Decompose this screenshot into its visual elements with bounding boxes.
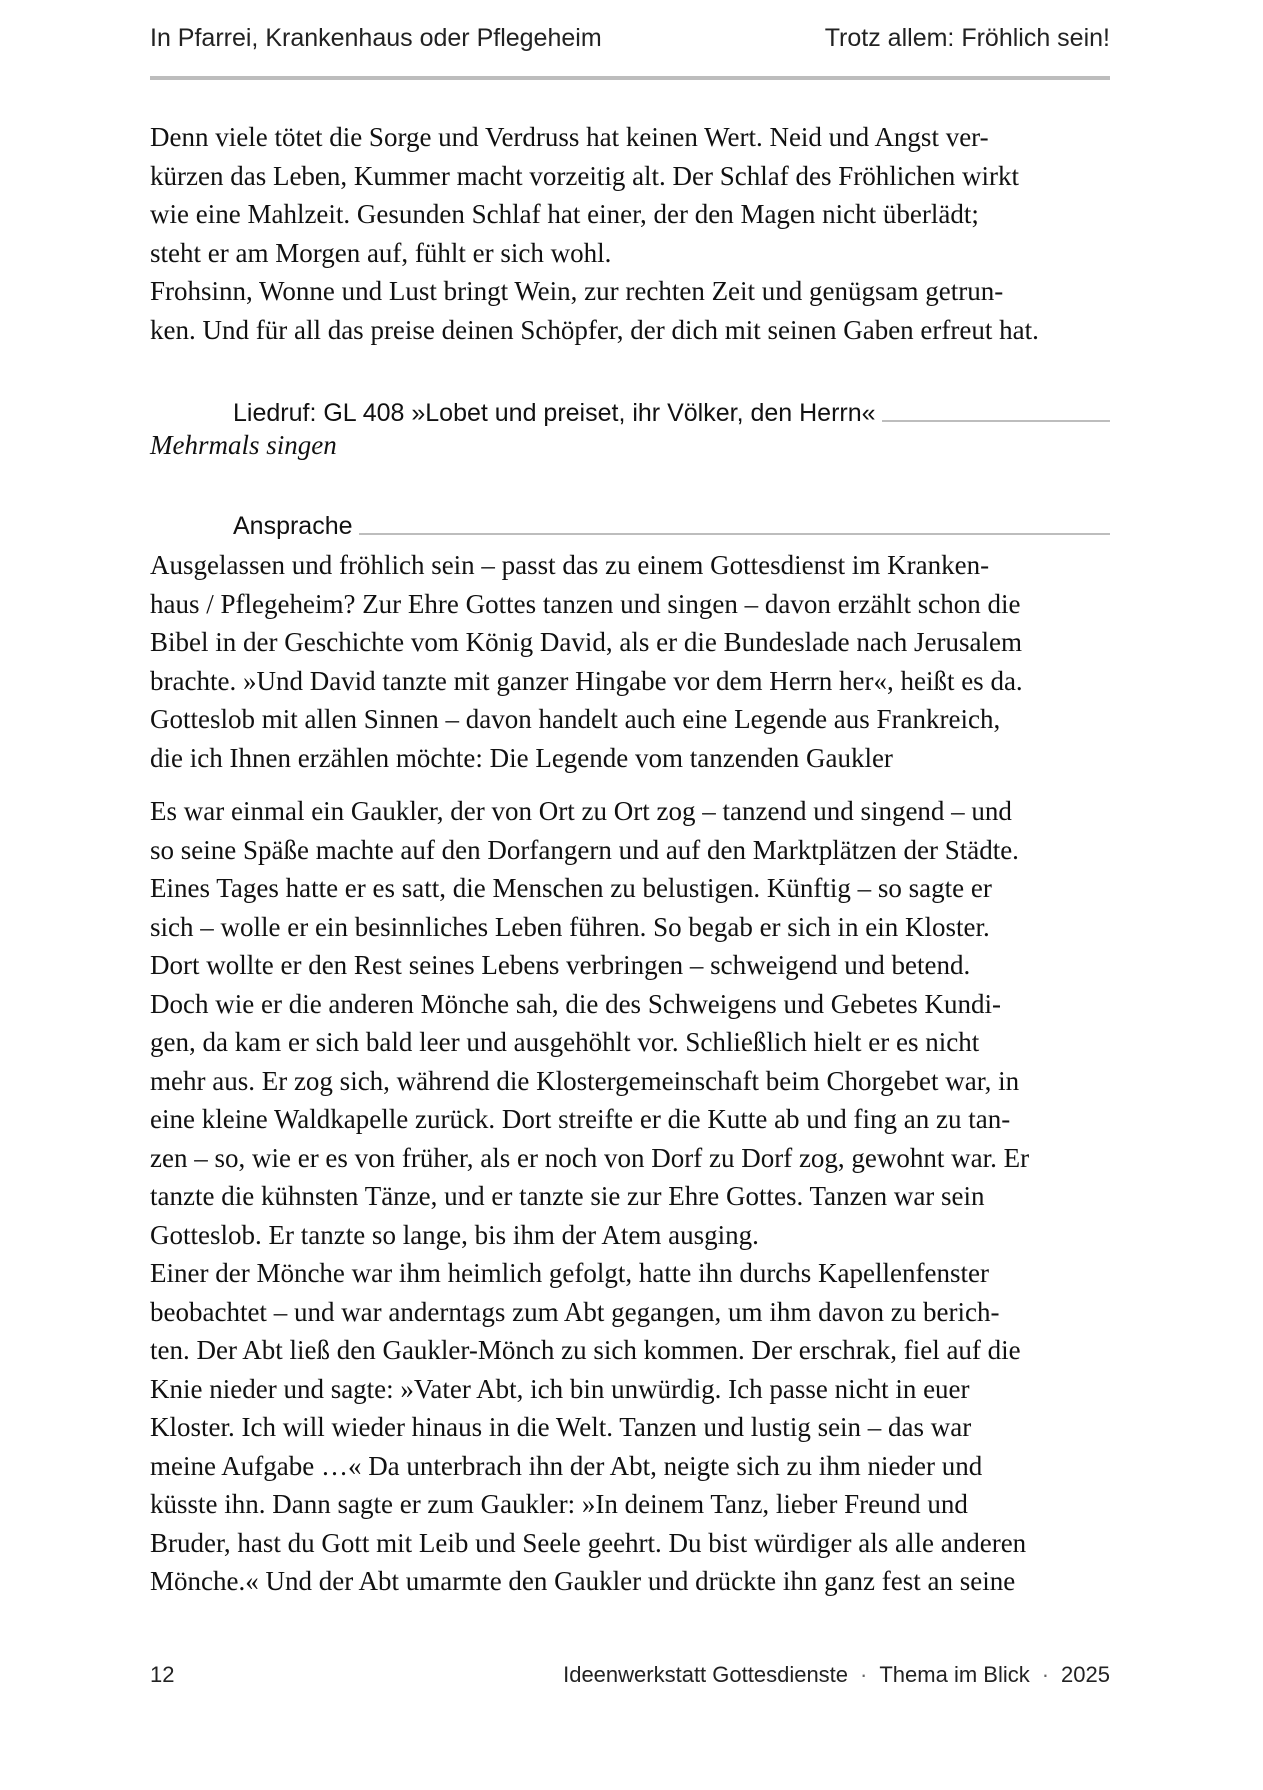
footer-publication: Ideenwerkstatt Gottesdienste <box>563 1662 849 1687</box>
header-chapter-title: Trotz allem: Fröhlich sein! <box>824 24 1110 52</box>
text-line: Doch wie er die anderen Mönche sah, die des Schweigens und Gebetes Kundi- <box>150 988 1001 1019</box>
text-line: Denn viele tötet die Sorge und Verdruss hat keinen Wert. Neid und Angst ver- <box>150 122 989 152</box>
liedruf-heading <box>233 392 1110 428</box>
footer-separator: · <box>860 1662 868 1687</box>
text-line: brachte. »Und David tanzte mit ganzer Hingabe vor dem Herrn her«, heißt es da. <box>150 665 1023 696</box>
ansprache-heading-label: Ansprache <box>233 512 353 540</box>
text-line: Eines Tages hatte er es satt, die Menschen zu belustigen. Künftig – so sagte er <box>150 873 992 903</box>
text-line: tanzte die kühnsten Tänze, und er tanzte sie zur Ehre Gottes. Tanzen war sein <box>150 1181 985 1211</box>
text-line: beobachtet – und war anderntags zum Abt gegangen, um ihm davon zu berich- <box>150 1296 1000 1327</box>
ansprache-heading <box>233 505 1110 541</box>
text-line: Dort wollte er den Rest seines Lebens verbringen – schweigend und betend. <box>150 950 971 980</box>
text-line: kürzen das Leben, Kummer macht vorzeitig alt. Der Schlaf des Fröhlichen wirkt <box>150 160 1019 191</box>
text-line: Mönche.« Und der Abt umarmte den Gaukler und drückte ihn ganz fest an seine <box>150 1566 1016 1596</box>
heading-rule <box>359 533 1110 535</box>
running-footer <box>150 1662 1110 1694</box>
ansprache-paragraph <box>150 546 1115 777</box>
text-line: sich – wolle er ein besinnliches Leben führen. So begab er sich in ein Kloster. <box>150 911 990 942</box>
text-line: ken. Und für all das preise deinen Schöpfer, der dich mit seinen Gaben erfreut hat. <box>150 314 1039 345</box>
header-divider <box>150 76 1110 80</box>
footer-separator: · <box>1041 1662 1050 1687</box>
text-line: Knie nieder und sagte: »Vater Abt, ich bin unwürdig. Ich passe nicht in euer <box>150 1373 970 1404</box>
text-line: haus / Pflegeheim? Zur Ehre Gottes tanzen und singen – davon erzählt schon die <box>150 588 1021 619</box>
legend-paragraph <box>150 792 1115 1601</box>
text-line: Gotteslob mit allen Sinnen – davon handelt auch eine Legende aus Frankreich, <box>150 704 1001 734</box>
text-line: Ausgelassen und fröhlich sein – passt das zu einem Gottesdienst im Kranken- <box>150 550 990 580</box>
footer-publication-info <box>563 1662 1110 1688</box>
text-line: Kloster. Ich will wieder hinaus in die Welt. Tanzen und lustig sein – das war <box>150 1412 972 1442</box>
page-number: 12 <box>150 1662 175 1687</box>
liedruf-heading-label: Liedruf: GL 408 »Lobet und preiset, ihr Völker, den Herrn« <box>233 399 876 427</box>
text-line: Einer der Mönche war ihm heimlich gefolgt, hatte ihn durchs Kapellenfenster <box>150 1258 989 1288</box>
text-line: Bibel in der Geschichte vom König David, als er die Bundeslade nach Jerusalem <box>150 627 1023 657</box>
intro-paragraph <box>150 118 1115 349</box>
text-line: meine Aufgabe …« Da unterbrach ihn der Abt, neigte sich zu ihm nieder und <box>150 1450 983 1481</box>
liedruf-instruction: Mehrmals singen <box>150 430 337 460</box>
text-line: die ich Ihnen erzählen möchte: Die Legende vom tanzenden Gaukler <box>150 742 893 773</box>
text-line: so seine Späße machte auf den Dorfangern und auf den Marktplätzen der Städte. <box>150 834 1019 865</box>
footer-series: Thema im Blick <box>879 1662 1030 1687</box>
text-line: ten. Der Abt ließ den Gaukler-Mönch zu sich kommen. Der erschrak, fiel auf die <box>150 1335 1021 1365</box>
text-line: eine kleine Waldkapelle zurück. Dort streifte er die Kutte ab und fing an zu tan- <box>150 1104 1011 1134</box>
text-line: mehr aus. Er zog sich, während die Klostergemeinschaft beim Chorgebet war, in <box>150 1065 1020 1096</box>
header-section-title: In Pfarrei, Krankenhaus oder Pflegeheim <box>150 24 602 52</box>
text-line: Es war einmal ein Gaukler, der von Ort zu Ort zog – tanzend und singend – und <box>150 796 1012 826</box>
text-line: gen, da kam er sich bald leer und ausgehöhlt vor. Schließlich hielt er es nicht <box>150 1027 980 1057</box>
text-line: Gotteslob. Er tanzte so lange, bis ihm der Atem ausging. <box>150 1219 759 1250</box>
text-line: Bruder, hast du Gott mit Leib und Seele geehrt. Du bist würdiger als alle anderen <box>150 1527 1027 1558</box>
text-line: küsste ihn. Dann sagte er zum Gaukler: »In deinem Tanz, lieber Freund und <box>150 1489 968 1519</box>
running-header <box>150 24 1110 60</box>
text-line: zen – so, wie er es von früher, als er noch von Dorf zu Dorf zog, gewohnt war. Er <box>150 1142 1030 1173</box>
heading-rule <box>882 420 1110 422</box>
text-line: steht er am Morgen auf, fühlt er sich wohl. <box>150 237 612 268</box>
text-line: Frohsinn, Wonne und Lust bringt Wein, zur rechten Zeit und genügsam getrun- <box>150 276 1004 306</box>
footer-year: 2025 <box>1061 1662 1110 1687</box>
text-line: wie eine Mahlzeit. Gesunden Schlaf hat einer, der den Magen nicht überlädt; <box>150 199 979 229</box>
